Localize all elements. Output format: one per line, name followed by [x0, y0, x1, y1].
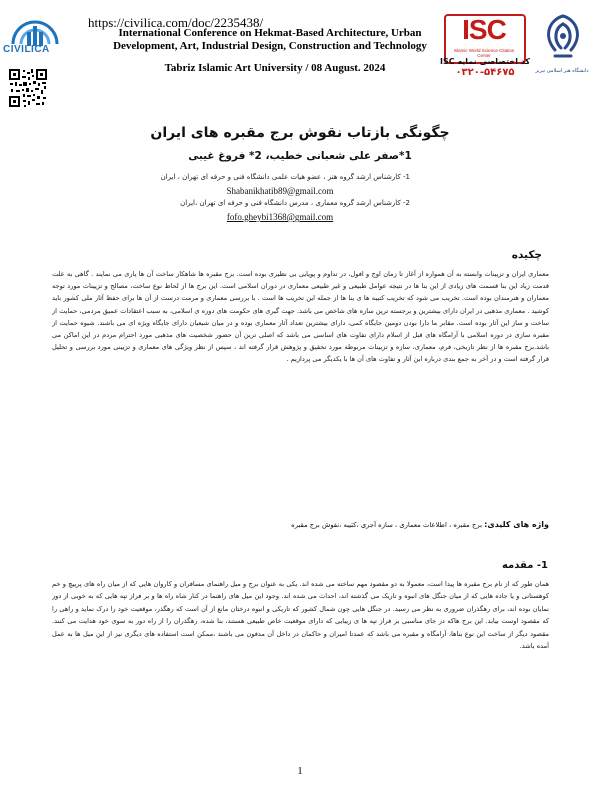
- author-affiliation-2: 2- کارشناس ارشد گروه معماری ، مدرس دانشگاه فنی و حرفه ای تهران ،ایران: [180, 199, 410, 207]
- author-email-1[interactable]: Shabanikhatib89@gmail.com: [226, 186, 334, 196]
- isc-logo-text: ISC: [462, 14, 506, 45]
- paper-title: چگونگی بازتاب نقوش برج مقبره های ایران: [150, 125, 450, 141]
- doc-url[interactable]: https://civilica.com/doc/2235438/: [88, 15, 264, 30]
- isc-code: ۰۳۲۰-۵۴۶۷۵: [455, 67, 515, 78]
- keywords-text: برج مقبره ، اطلاعات معماری ، سازه آجری ،کتیبه ،نقوش برج مقبره: [291, 521, 482, 529]
- intro-text: همان طور که از نام برج مقبره ها پیدا است، معمولا به دو مقصود مهم ساخته می شده اند. یکی به عنوان برج و میل راهنمای مسافران و کاروان هایی که از میان راه های پرپیچ و خم کوهستانی و یا جاده هایی که از میان جنگل های انبوه و تاریک می گذشته اند، احداث می شده اند. وجود این میل های راهنما در کنار شاه راه ها و بر فراز تپه هایی که به خوبی از دور نمایان بوده اند، برای رهگذران ضروری به نظر می رسید. در جنگل هایی چون شمال کشور که تاریکی و انبوه درختان مانع از آن است که رهگذر، موقعیت خود را درک نماید و راهی را که مقصود اوست بیابد. این برج هاکه در جای مناسبی بر فراز تپه ها ی زیبایی که دارای موقعیت خاص طبیعی هستند، بنا شده، رهگذران را از راه دور به سوی خود هدایت می کنند. مقصود دیگر از ساخت این نوع بناها، آرامگاه و مقبره می باشد که عمدتا امیران و حاکمان در داخل آن مدفون می باشند ،ممکن است استفاده های دیگری نیز از این میل ها به عمل آمده باشد.: [52, 580, 549, 651]
- abstract-heading: چکیده: [511, 249, 542, 261]
- university-name: دانشگاه هنر اسلامی تبریز: [535, 68, 589, 74]
- intro-heading: 1- مقدمه: [501, 560, 548, 571]
- civilica-logo-text: CIVILICA: [3, 44, 50, 55]
- qr-code[interactable]: [8, 68, 48, 108]
- conference-venue-date: Tabriz Islamic Art University / 08 August. 2024: [164, 62, 386, 74]
- keywords-label: واژه های کلیدی:: [484, 520, 549, 529]
- isc-subtitle: Islamic World Science Citation Center: [453, 48, 515, 58]
- paper-authors: 1*صفر علی شعبانی خطیب، 2* فروغ غیبی: [188, 150, 412, 162]
- isc-code-label: کد اختصاصی نمایه ISC: [440, 57, 530, 66]
- author-affiliation-1: 1- کارشناس ارشد گروه هنر ، عضو هیات علمی دانشگاه فنی و حرفه ای تهران ، ایران: [160, 173, 410, 181]
- abstract-text: معماری ایران و تزیینات وابسته به آن همواره از آغاز تا زمان اوج و افول، در تداوم و پویایی بی نظیری بوده است. برج مقبره ها شاهکار ساخت آن ها یاری می نمایند . گاهی به علت قدمت زیاد این بنا قسمت های زیادی از این بنا ها در نتیجه عوامل طبیعی و غیر طبیعی معماری در دوران اسلامی است. این برج ها از لحاظ نوع ساخت، مصالح و تزیینات مورد توجه معماران و هنرمندان بوده است. تخریب می شود که تخریب کتیبه ها ی بنا ها از جمله این تخریب ها است . با بررسی معماری و مرمت درست از آن ها برای حفظ آثار ملی کشور باید کوشید . معماری مذهبی در ایران دارای بیشترین و برجسته ترین سازه های شاخص می باشد. جهت گیری های حکومت های دوره ی اسلامی، به سبب اعتقادات عمیق مردمی، حمایت از ساخت و ساز این آثار بوده است. مقابر ما دارا بودن دومین جایگاه کمی، دارای بیشترین تعداد آثار معماری بوده و در میان شیعیان دارای جایگاه ویژه ای می باشند. شیوه حمایت از مقبره سازی در دوره اسلامی با آرامگاه های قبل از اسلام دارای تفاوت های اساسی می باشد که اصلی ترین آن حضور شخصیت های مذهبی مورد احترام مردم در این اماکن می باشد.برج مقبره ها از نظر تاریخی، فرم، معماری، سازه و تزیینات مربوطه مورد تحقیق و پژوهش قرار گرفته اند ، سپس از نظر ویژگی های معماری و تزیینی مورد بررسی و تحلیل قرار گرفته است و در آخر به جمع بندی درباره این آثار و تفاوت های آن ها با یکدیگر می پردازیم .: [52, 270, 549, 364]
- conference-name: International Conference on Hekmat-Based Architecture, Urban Development, Art, Industrial Design, Construction and Technology: [113, 27, 427, 52]
- page-number: 1: [297, 765, 303, 777]
- keywords-line: [52, 520, 549, 529]
- university-logo-icon: [533, 10, 593, 66]
- author-email-2[interactable]: fofo.gheybi1368@gmail.com: [226, 212, 334, 222]
